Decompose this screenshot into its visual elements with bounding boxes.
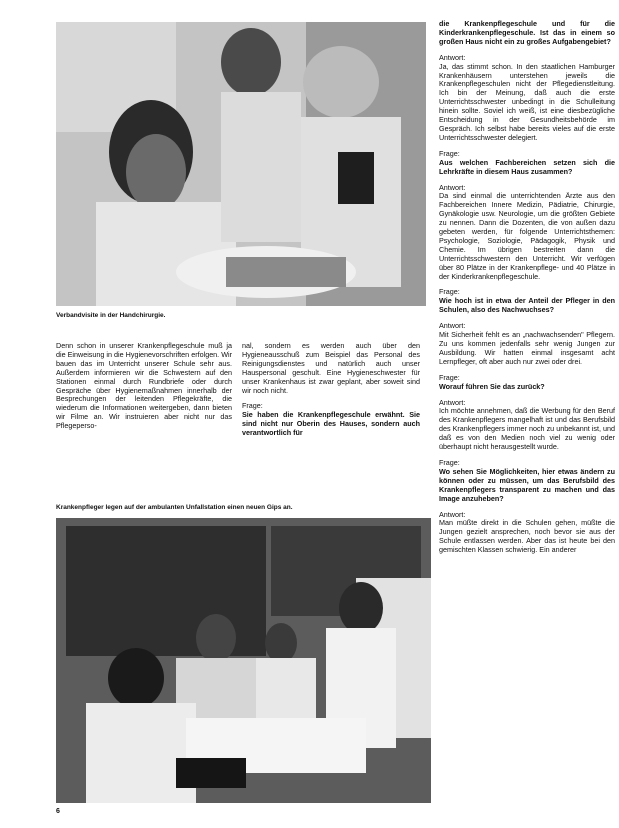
answer-label: Antwort: — [439, 509, 466, 519]
body-paragraph: nal, sondern es werden auch über den Hygieneausschuß zum Beispiel das Personal des Reinigungsdienstes und natürlich auch unser Hauspersonal geschult. Eine Hygieneschwester für unser Krankenhaus ist zwar geplant, aber soweit sind wir noch nicht. — [242, 341, 420, 395]
answer-text: Ich möchte annehmen, daß die Werbung für den Beruf des Krankenpflegers mangelhaft ist und das Berufsbild des Krankenpflegers immer noch zu unbekannt ist, und daß es von den Medien noch viel zu wenig oder überhaupt nicht herausgestellt wurde. — [439, 406, 615, 452]
answer-text: Man müßte direkt in die Schulen gehen, müßte die Jungen gezielt ansprechen, noch bevor sie aus der Schule entlassen werden. Aber das ist heute bei den gemischten Klassen schwierig. Ein anderer — [439, 518, 615, 555]
question-label: Frage: — [439, 287, 460, 297]
photo1-caption: Verbandvisite in der Handchirurgie. — [56, 312, 166, 319]
photo-hand-surgery-visit — [56, 22, 426, 306]
question-text: Wie hoch ist in etwa der Anteil der Pfleger in den Schulen, also des Nachwuchses? — [439, 296, 615, 315]
column-2 — [242, 342, 420, 438]
answer-text: Ja, das stimmt schon. In den staatlichen Hamburger Krankenhäusern unterstehen jeweils die Krankenpflegeschulen nicht der Pflegedienstleitung. Ich bin der Meinung, daß auch die erste Unterrichtsschwester unbedingt in die Schulleitung hinein sollte. Soviel ich weiß, ist eine diesbezügliche Entscheidung in der Gesundheitsbehörde im Gespräch. Ich selbst habe bereits vieles auf die erste Unterrichtsschwester delegiert. — [439, 61, 615, 142]
body-paragraph: Denn schon in unserer Krankenpflegeschule muß ja die Einweisung in die Hygienevorschriften erfolgen. Wir bauen das im Unterricht unserer Schule sehr aus. Außerdem informieren wir die Schwestern auf den Stationen einmal durch Rundbriefe oder durch Gespräche über Hygienemaßnahmen innerhalb der Besprechungen der leitenden Pflegekräfte, die wiederum die Informationen weitergeben, dann bieten wir Filme an. Wir instruieren aber nicht nur das Pflegeperso- — [56, 341, 232, 431]
answer-text: Mit Sicherheit fehlt es an „nachwachsenden" Pflegern. Zu uns kommen jedenfalls sehr wenig Jungen zur Ausbildung. Wir hatten einmal insgesamt acht Lernpfleger, oft aber auch nur zwei oder drei. — [439, 330, 615, 366]
question-label: Frage: — [242, 401, 263, 411]
photo-plaster-cast-illustration — [56, 518, 431, 803]
question-text: die Krankenpflegeschule und für die Kinderkrankenpflegeschule. Ist das in einem so großen Haus nicht ein zu großes Aufgabengebiet? — [439, 19, 615, 46]
answer-label: Antwort: — [439, 321, 466, 331]
column-3-interview — [439, 20, 615, 555]
question-text: Sie haben die Krankenpflegeschule erwähnt. Sie sind nicht nur Oberin des Hauses, sondern auch verantwortlich für — [242, 410, 420, 438]
question-label: Frage: — [439, 148, 460, 158]
column-1 — [56, 342, 232, 431]
question-label: Frage: — [439, 457, 460, 467]
question-label: Frage: — [439, 372, 460, 382]
page-number: 6 — [56, 808, 60, 815]
photo-plaster-cast-station — [56, 518, 431, 803]
question-text: Worauf führen Sie das zurück? — [439, 381, 545, 391]
photo2-caption: Krankenpfleger legen auf der ambulanten Unfallstation einen neuen Gips an. — [56, 504, 293, 511]
answer-label: Antwort: — [439, 182, 466, 192]
answer-label: Antwort: — [439, 397, 466, 407]
answer-label: Antwort: — [439, 52, 466, 62]
question-text: Aus welchen Fachbereichen setzen sich die Lehrkräfte in diesem Haus zusammen? — [439, 157, 615, 176]
answer-text: Da sind einmal die unterrichtenden Ärzte aus den Fachbereichen Innere Medizin, Pädiatrie, Chirurgie, Gynäkologie usw. Neurologie, um die größten Gebiete zu nennen. Dann die Dozenten, die von außen dazu gebeten werden, für folgende Unterrichtsthemen: Psychologie, Soziologie, Pädagogik, Physik und Chemie. Im übrigen bestreiten dann die Unterrichtsschwestern den Unterricht. Wir verfügen über 80 Plätze in der Krankenpflege- und 40 Plätze in der Kinderkrankenpflegeschule. — [439, 191, 615, 281]
photo-hand-surgery-illustration — [56, 22, 426, 306]
question-text: Wo sehen Sie Möglichkeiten, hier etwas ändern zu können oder zu müssen, um das Berufsbild des Krankenpflegers transparent zu machen und das Image anzuheben? — [439, 466, 615, 503]
